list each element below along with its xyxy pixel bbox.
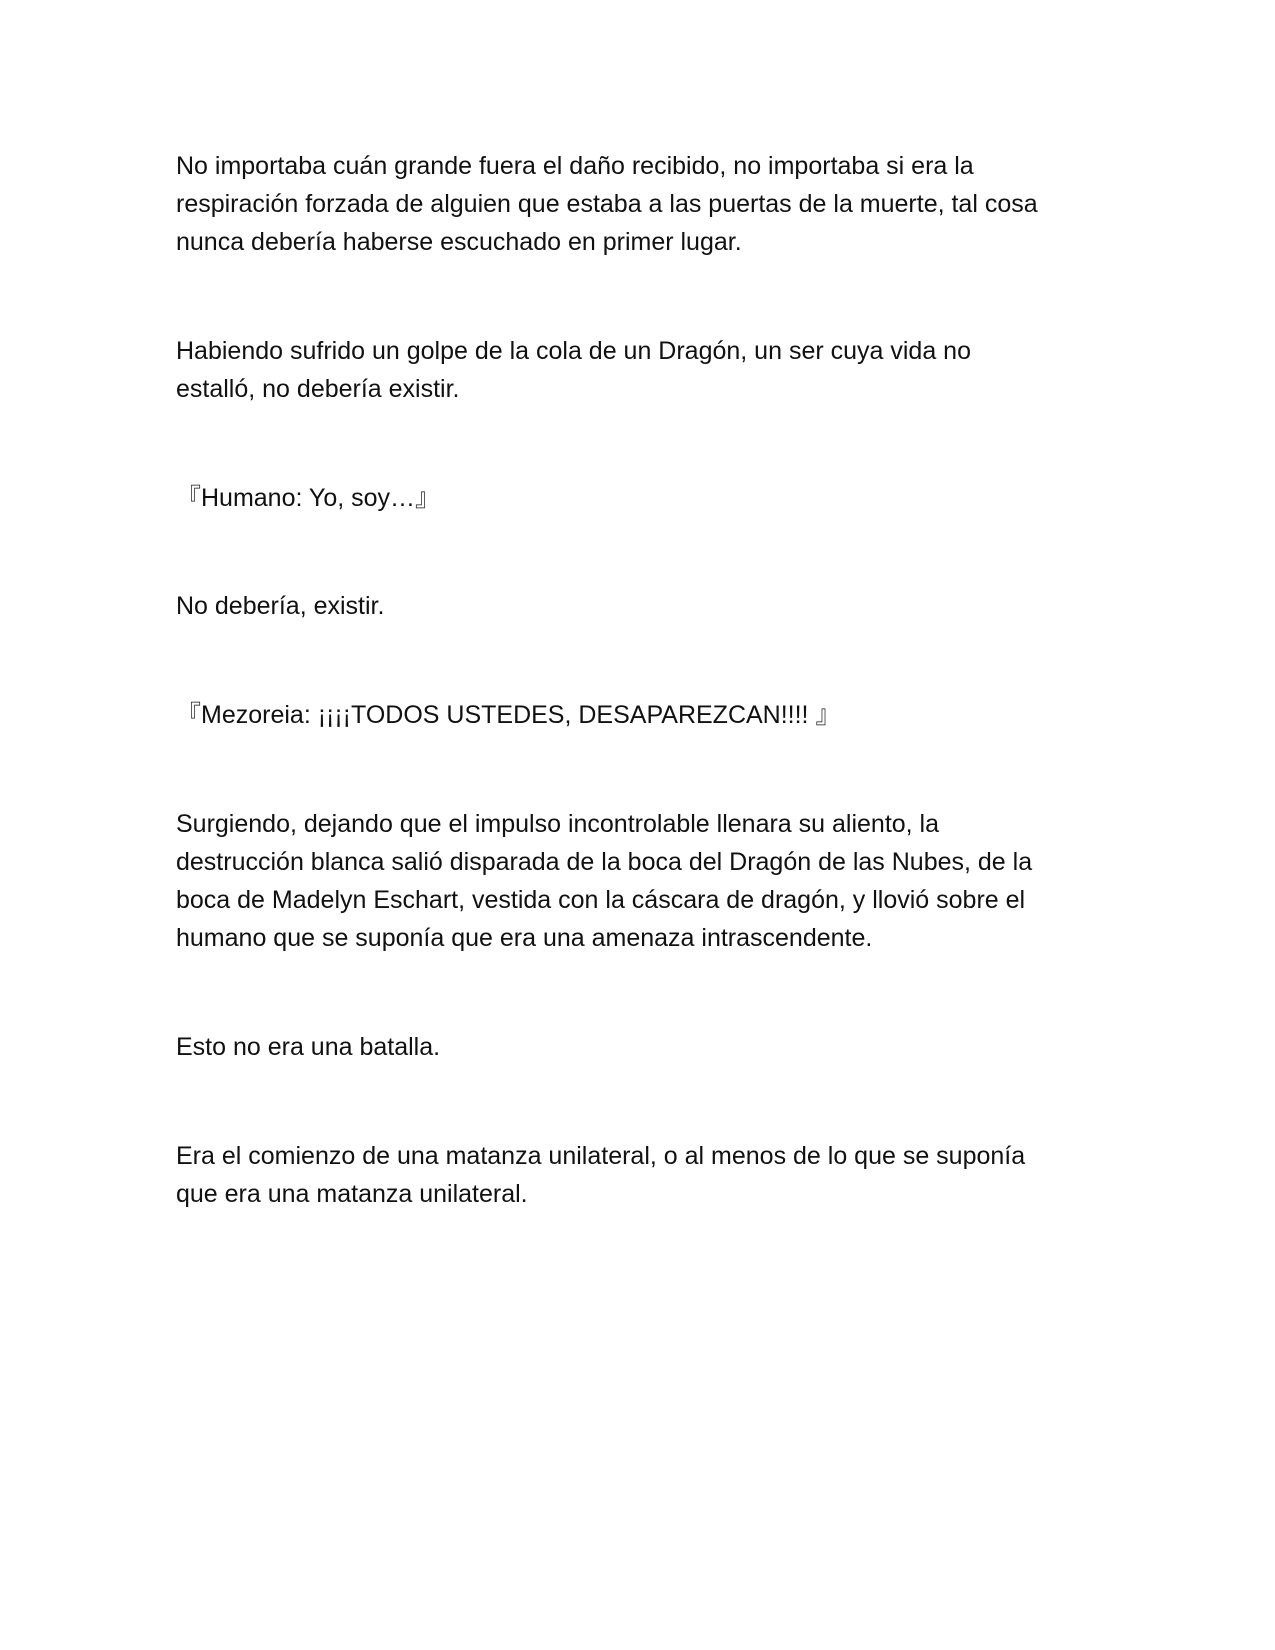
paragraph-spacer: [176, 957, 1096, 1028]
dialogue-line-humano: [176, 479, 1096, 517]
text-line: 『Mezoreia: ¡¡¡¡TODOS USTEDES, DESAPAREZCAN!!!! 』: [176, 701, 841, 729]
paragraph-spacer: [176, 734, 1096, 805]
paragraph-8: [176, 1137, 1096, 1213]
text-line: Surgiendo, dejando que el impulso incontrolable llenara su aliento, la: [176, 810, 940, 838]
text-line: Habiendo sufrido un golpe de la cola de un Dragón, un ser cuya vida no: [176, 337, 971, 365]
paragraph-spacer: [176, 408, 1096, 479]
paragraph-spacer: [176, 517, 1096, 587]
text-line: Esto no era una batalla.: [176, 1033, 441, 1061]
paragraph-7: [176, 1028, 1096, 1066]
paragraph-spacer: [176, 261, 1096, 332]
text-line: No debería, existir.: [176, 592, 385, 620]
text-line: respiración forzada de alguien que estaba a las puertas de la muerte, tal cosa: [176, 190, 1038, 218]
text-line: boca de Madelyn Eschart, vestida con la cáscara de dragón, y llovió sobre el: [176, 886, 1026, 914]
text-line: estalló, no debería existir.: [176, 375, 460, 403]
paragraph-2: [176, 332, 1096, 408]
text-line: nunca debería haberse escuchado en primer lugar.: [176, 228, 742, 256]
dialogue-line-mezoreia: [176, 696, 1096, 734]
text-line: No importaba cuán grande fuera el daño recibido, no importaba si era la: [176, 152, 974, 180]
paragraph-1: [176, 147, 1096, 261]
paragraph-spacer: [176, 1066, 1096, 1137]
text-line: destrucción blanca salió disparada de la boca del Dragón de las Nubes, de la: [176, 848, 1033, 876]
paragraph-spacer: [176, 625, 1096, 696]
text-line: humano que se suponía que era una amenaza intrascendente.: [176, 924, 873, 952]
paragraph-4: [176, 587, 1096, 625]
document-body: [176, 147, 1096, 1213]
text-line: que era una matanza unilateral.: [176, 1180, 528, 1208]
paragraph-6: [176, 805, 1096, 957]
text-line: Era el comienzo de una matanza unilateral, o al menos de lo que se suponía: [176, 1142, 1026, 1170]
text-line: 『Humano: Yo, soy…』: [176, 484, 441, 512]
